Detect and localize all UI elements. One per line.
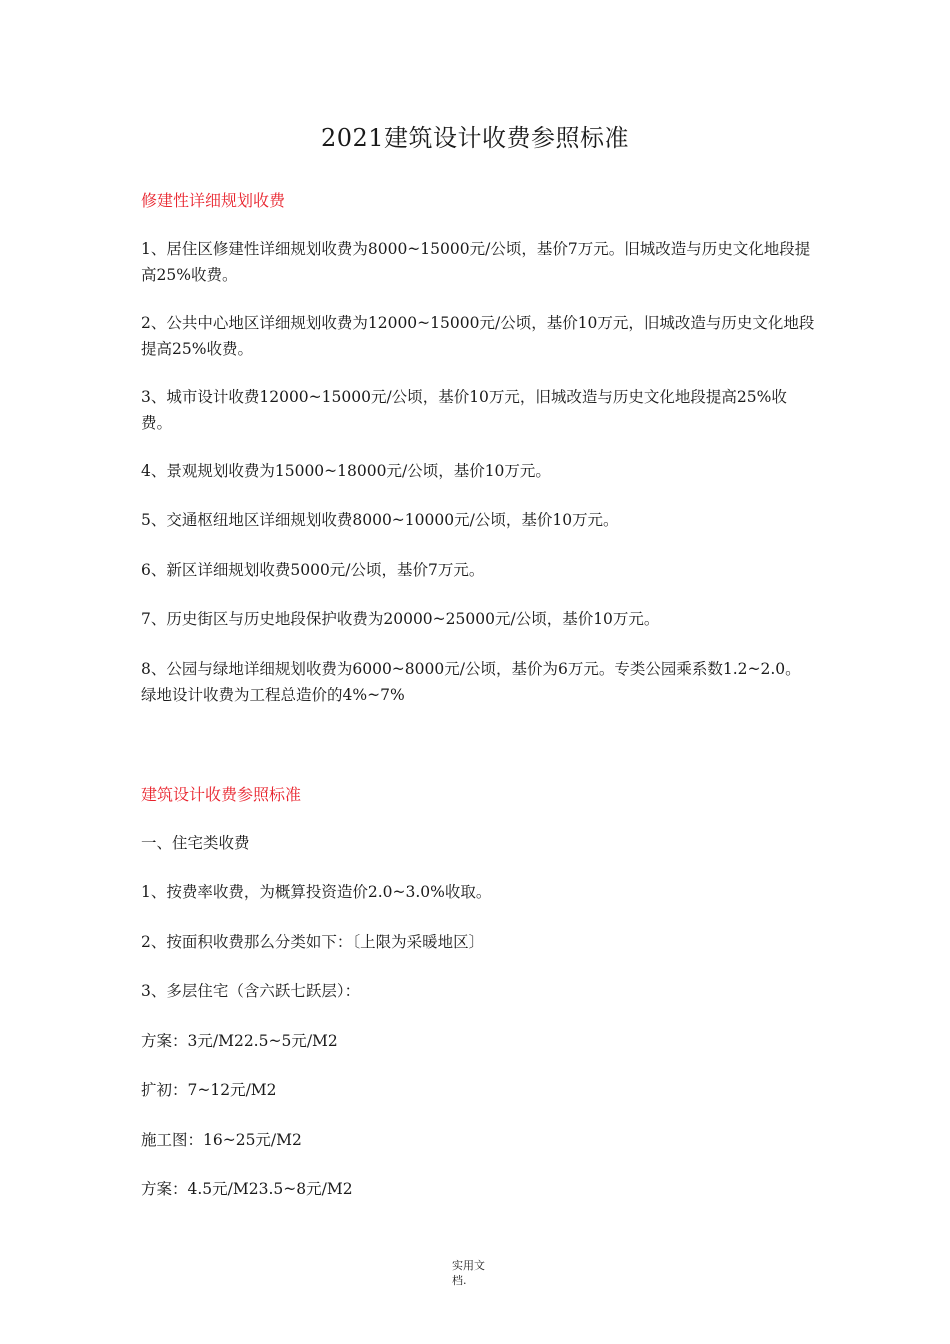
construction-drawing-fee-line: 施工图：16~25元/M2	[141, 1131, 302, 1149]
building-fee-line-3: 3、多层住宅（含六跃七跃层）：	[141, 982, 361, 1000]
section-heading-planning-fees: 修建性详细规划收费	[141, 191, 286, 210]
residential-fees-heading: 一、住宅类收费	[141, 834, 250, 852]
planning-fee-item-4: 4、景观规划收费为15000~18000元/公顷，基价10万元。	[141, 462, 551, 480]
preliminary-design-fee-line: 扩初：7~12元/M2	[141, 1081, 277, 1099]
planning-fee-item-7: 7、历史街区与历史地段保护收费为20000~25000元/公顷，基价10万元。	[141, 610, 660, 628]
footer-line-1: 实用文	[452, 1259, 485, 1272]
planning-fee-item-3: 3、城市设计收费12000~15000元/公顷，基价10万元，旧城改造与历史文化地段提高25%收费。	[141, 388, 787, 432]
section-heading-building-design-fees: 建筑设计收费参照标准	[141, 785, 302, 804]
footer-line-2: 档.	[452, 1274, 467, 1287]
planning-fee-item-2: 2、公共中心地区详细规划收费为12000~15000元/公顷，基价10万元，旧城改造与历史文化地段提高25%收费。	[141, 314, 815, 358]
building-fee-line-1: 1、按费率收费，为概算投资造价2.0~3.0%收取。	[141, 883, 492, 901]
planning-fee-item-8: 8、公园与绿地详细规划收费为6000~8000元/公顷，基价为6万元。专类公园乘系数1.2~2.0。绿地设计收费为工程总造价的4%~7%	[141, 660, 801, 704]
building-fee-line-2: 2、按面积收费那么分类如下：〔上限为采暖地区〕	[141, 933, 485, 951]
planning-fee-item-5: 5、交通枢纽地区详细规划收费8000~10000元/公顷，基价10万元。	[141, 511, 619, 529]
document-title: 2021建筑设计收费参照标准	[320, 124, 630, 152]
planning-fee-item-6: 6、新区详细规划收费5000元/公顷，基价7万元。	[141, 561, 485, 579]
scheme-fee-line: 方案：3元/M22.5~5元/M2	[141, 1032, 338, 1050]
page-footer	[452, 1258, 492, 1288]
planning-fee-item-1: 1、居住区修建性详细规划收费为8000~15000元/公顷，基价7万元。旧城改造与历史文化地段提高25%收费。	[141, 240, 811, 284]
scheme-fee-line-2: 方案：4.5元/M23.5~8元/M2	[141, 1180, 353, 1198]
